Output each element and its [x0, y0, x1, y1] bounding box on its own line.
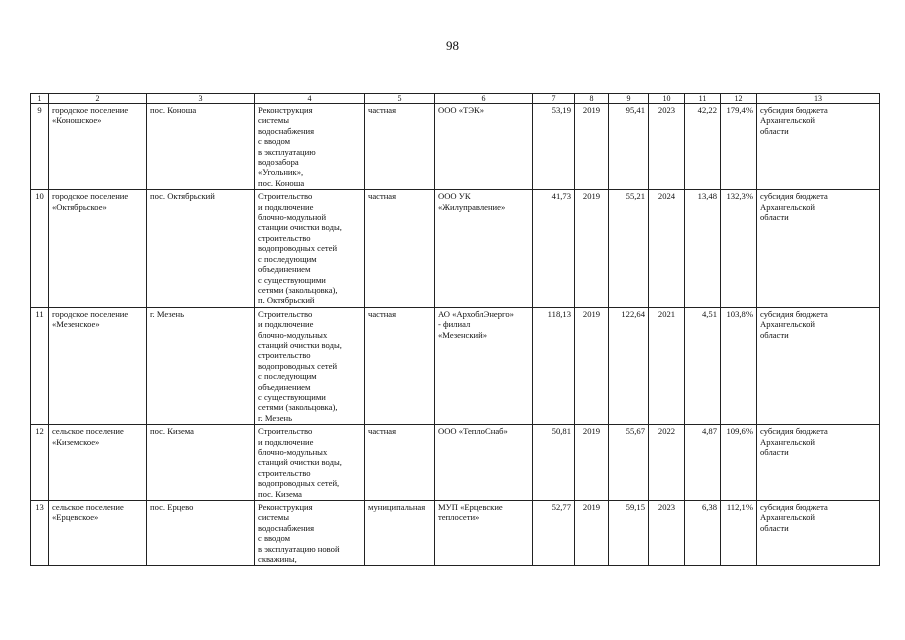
settlement-cell: сельское поселение «Киземское» — [49, 425, 147, 501]
year-cell: 2019 — [575, 190, 609, 307]
organization-cell: ООО «ТЭК» — [435, 104, 533, 190]
value-cell: 95,41 — [609, 104, 649, 190]
locality-cell: пос. Кизема — [147, 425, 255, 501]
header-cell: 6 — [435, 94, 533, 104]
organization-cell: ООО УК «Жилуправление» — [435, 190, 533, 307]
value-cell: 6,38 — [685, 501, 721, 566]
year-cell: 2022 — [649, 425, 685, 501]
row-number: 12 — [31, 425, 49, 501]
table-row — [31, 307, 880, 424]
ownership-cell: частная — [365, 425, 435, 501]
year-cell: 2019 — [575, 501, 609, 566]
project-cell: Строительство и подключение блочно-модульной станции очистки воды, строительство водопроводных сетей с последующим объединением с существующими сетями (закольцовка), п. Октябрьский — [255, 190, 365, 307]
settlement-cell: городское поселение «Коношское» — [49, 104, 147, 190]
percent-cell: 109,6% — [721, 425, 757, 501]
ownership-cell: частная — [365, 190, 435, 307]
year-cell: 2024 — [649, 190, 685, 307]
ownership-cell: частная — [365, 104, 435, 190]
header-cell: 8 — [575, 94, 609, 104]
year-cell: 2019 — [575, 425, 609, 501]
locality-cell: пос. Ерцево — [147, 501, 255, 566]
value-cell: 53,19 — [533, 104, 575, 190]
value-cell: 50,81 — [533, 425, 575, 501]
value-cell: 55,67 — [609, 425, 649, 501]
settlement-cell: сельское поселение «Ерцевское» — [49, 501, 147, 566]
settlement-cell: городское поселение «Октябрьское» — [49, 190, 147, 307]
percent-cell: 103,8% — [721, 307, 757, 424]
header-cell: 13 — [757, 94, 880, 104]
value-cell: 13,48 — [685, 190, 721, 307]
funding-cell: субсидия бюджета Архангельской области — [757, 104, 880, 190]
settlement-cell: городское поселение «Мезенское» — [49, 307, 147, 424]
locality-cell: пос. Коноша — [147, 104, 255, 190]
project-cell: Реконструкция системы водоснабжения с вводом в эксплуатацию новой скважины, — [255, 501, 365, 566]
table-row — [31, 190, 880, 307]
header-cell: 3 — [147, 94, 255, 104]
value-cell: 59,15 — [609, 501, 649, 566]
year-cell: 2023 — [649, 104, 685, 190]
header-cell: 1 — [31, 94, 49, 104]
row-number: 9 — [31, 104, 49, 190]
funding-cell: субсидия бюджета Архангельской области — [757, 190, 880, 307]
row-number: 11 — [31, 307, 49, 424]
header-cell: 2 — [49, 94, 147, 104]
percent-cell: 179,4% — [721, 104, 757, 190]
data-table — [30, 93, 880, 566]
locality-cell: пос. Октябрьский — [147, 190, 255, 307]
value-cell: 52,77 — [533, 501, 575, 566]
ownership-cell: муниципальная — [365, 501, 435, 566]
header-cell: 9 — [609, 94, 649, 104]
value-cell: 118,13 — [533, 307, 575, 424]
page-bottom-margin — [0, 583, 905, 640]
table-row — [31, 104, 880, 190]
organization-cell: МУП «Ерцевские теплосети» — [435, 501, 533, 566]
value-cell: 4,51 — [685, 307, 721, 424]
table-row — [31, 501, 880, 566]
row-number: 10 — [31, 190, 49, 307]
page-number: 98 — [446, 38, 459, 53]
header-cell: 4 — [255, 94, 365, 104]
value-cell: 122,64 — [609, 307, 649, 424]
value-cell: 4,87 — [685, 425, 721, 501]
ownership-cell: частная — [365, 307, 435, 424]
funding-cell: субсидия бюджета Архангельской области — [757, 307, 880, 424]
header-row — [31, 94, 880, 104]
organization-cell: АО «АрхоблЭнерго» - филиал «Мезенский» — [435, 307, 533, 424]
header-cell: 12 — [721, 94, 757, 104]
funding-cell: субсидия бюджета Архангельской области — [757, 425, 880, 501]
year-cell: 2019 — [575, 307, 609, 424]
value-cell: 42,22 — [685, 104, 721, 190]
table-row — [31, 425, 880, 501]
value-cell: 41,73 — [533, 190, 575, 307]
year-cell: 2021 — [649, 307, 685, 424]
funding-cell: субсидия бюджета Архангельской области — [757, 501, 880, 566]
year-cell: 2023 — [649, 501, 685, 566]
header-cell: 10 — [649, 94, 685, 104]
value-cell: 55,21 — [609, 190, 649, 307]
header-cell: 7 — [533, 94, 575, 104]
header-cell: 11 — [685, 94, 721, 104]
project-cell: Строительство и подключение блочно-модульных станций очистки воды, строительство водопроводных сетей, пос. Кизема — [255, 425, 365, 501]
header-cell: 5 — [365, 94, 435, 104]
percent-cell: 132,3% — [721, 190, 757, 307]
project-cell: Реконструкция системы водоснабжения с вводом в эксплуатацию водозабора «Угольник», пос. Коноша — [255, 104, 365, 190]
percent-cell: 112,1% — [721, 501, 757, 566]
organization-cell: ООО «ТеплоСнаб» — [435, 425, 533, 501]
year-cell: 2019 — [575, 104, 609, 190]
locality-cell: г. Мезень — [147, 307, 255, 424]
project-cell: Строительство и подключение блочно-модульных станций очистки воды, строительство водопроводных сетей с последующим объединением с существующими сетями (закольцовка), г. Мезень — [255, 307, 365, 424]
row-number: 13 — [31, 501, 49, 566]
